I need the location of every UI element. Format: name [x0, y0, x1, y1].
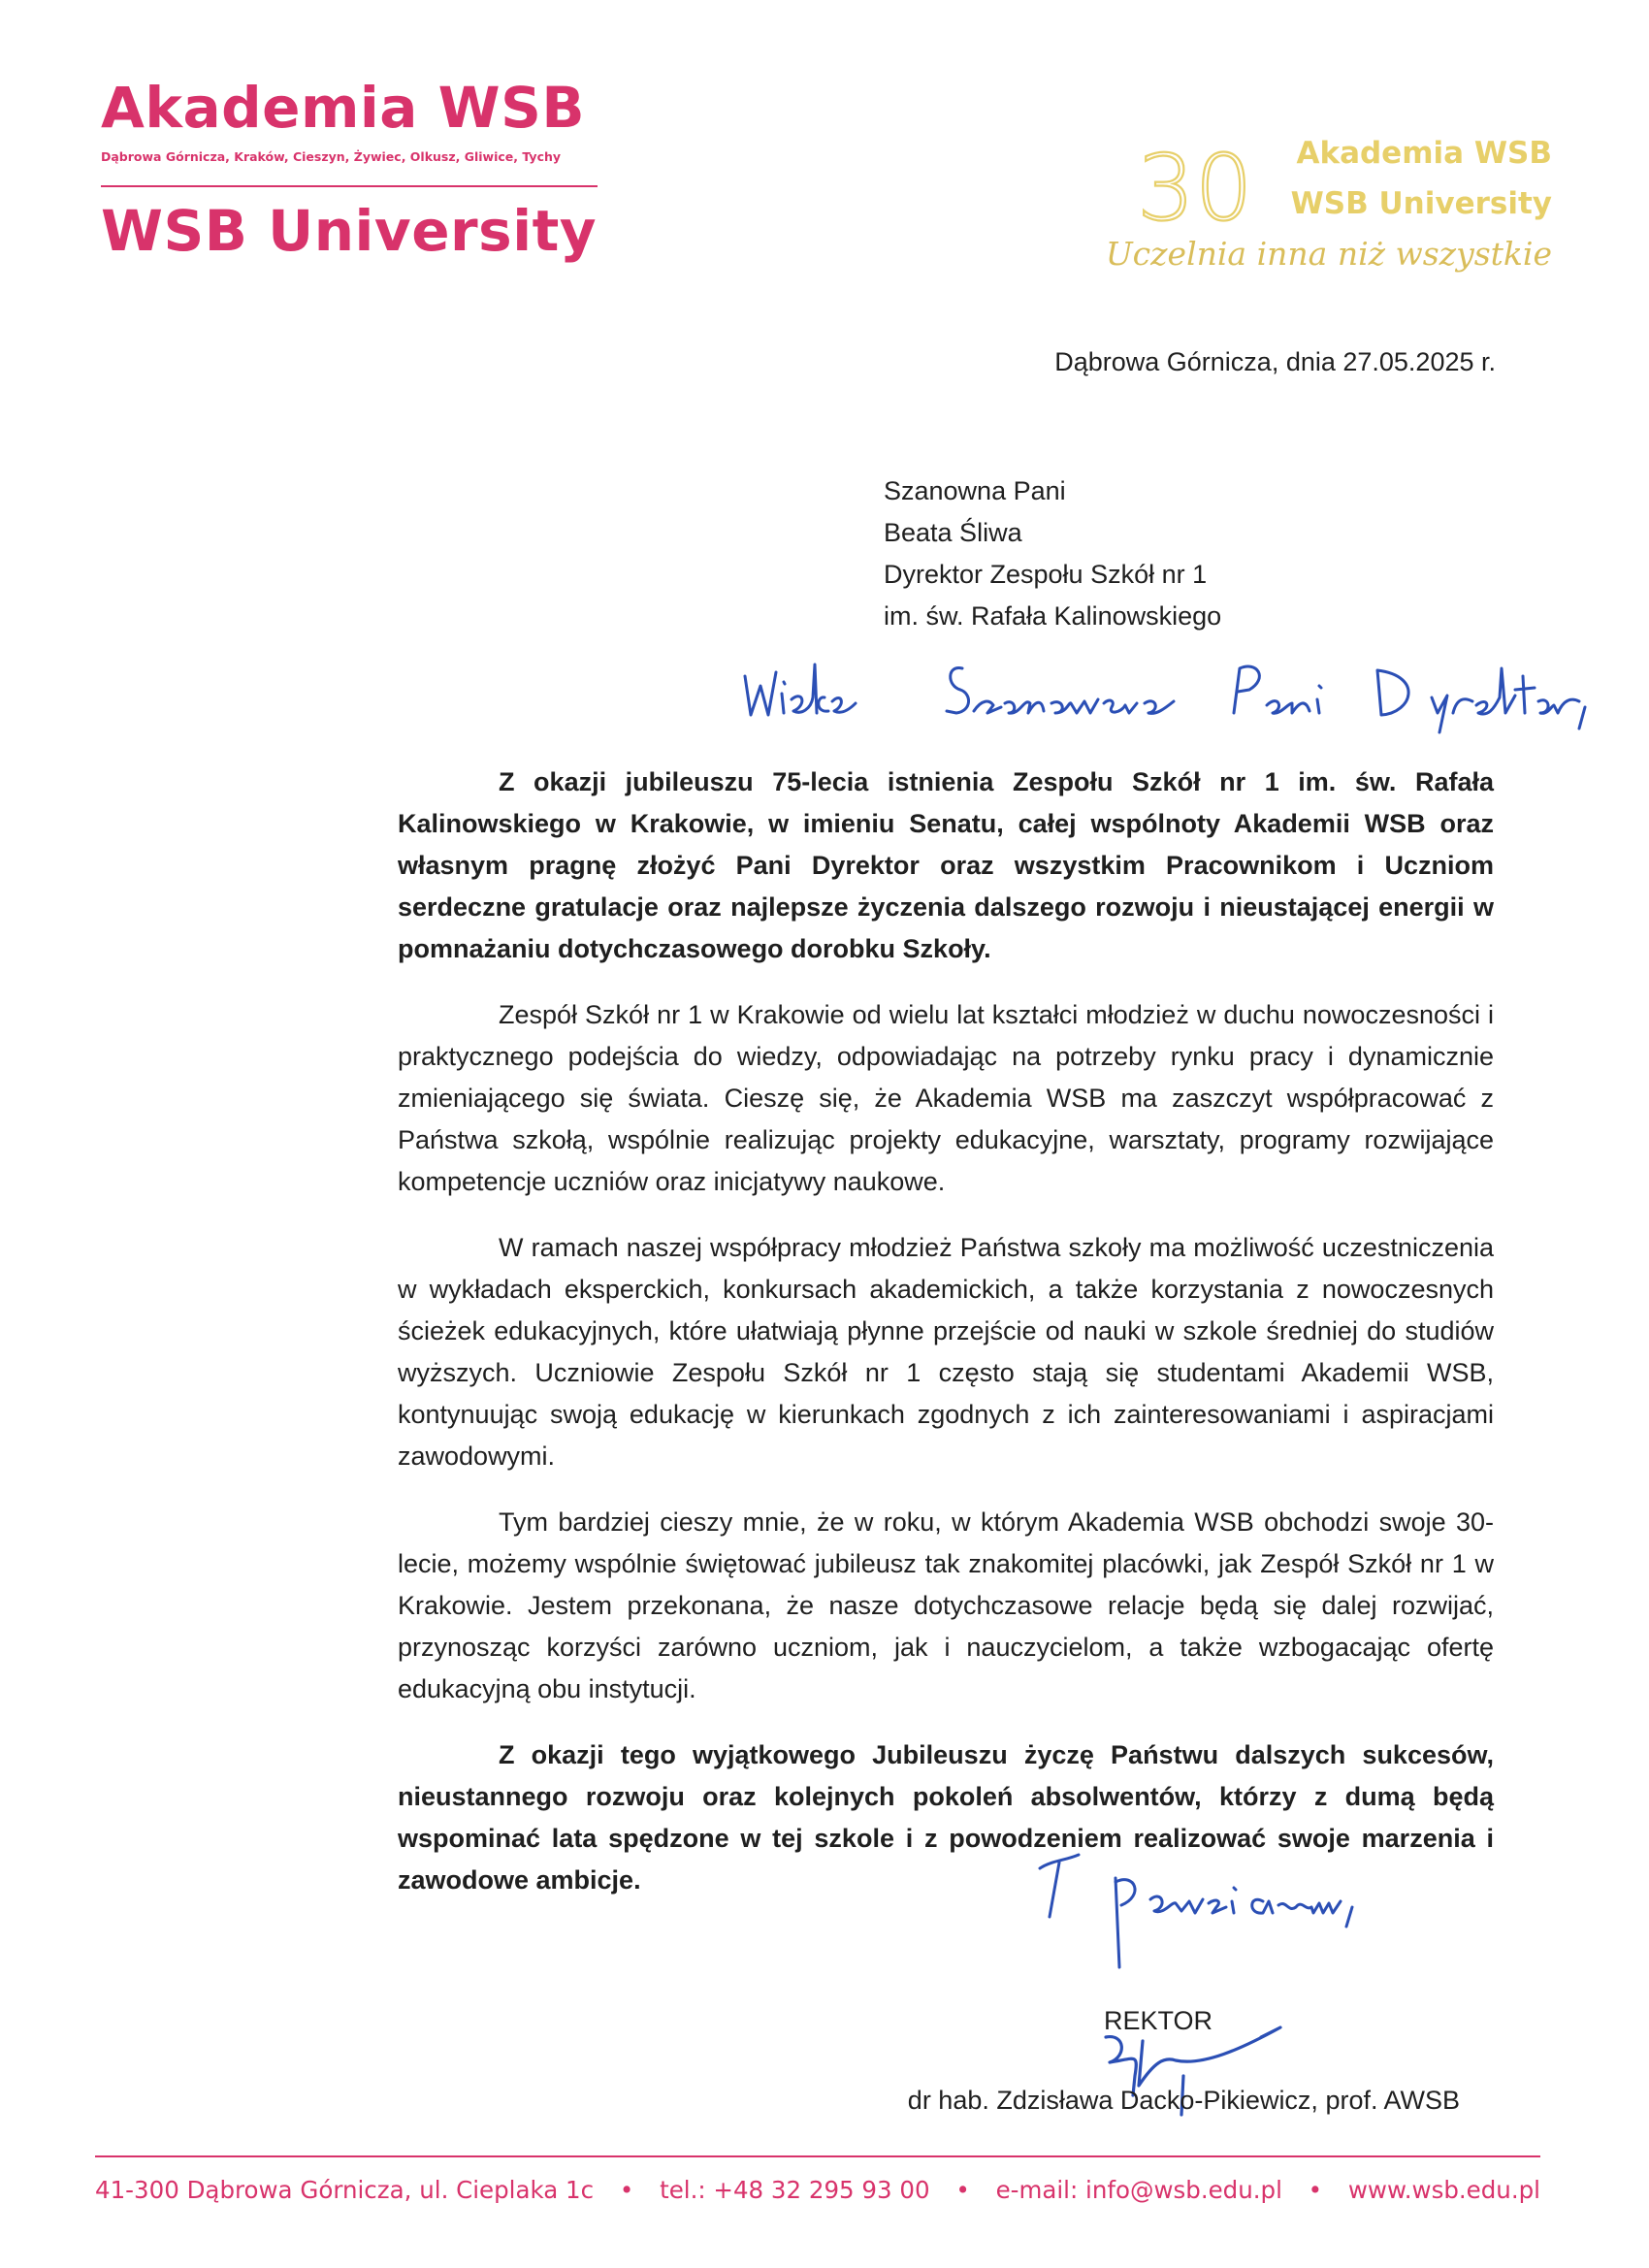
handwritten-salutation	[718, 635, 1620, 742]
footer-email-link[interactable]: e-mail: info@wsb.edu.pl	[995, 2176, 1282, 2204]
letter-body	[398, 761, 1494, 1901]
logo-name-polish: Akademia WSB	[101, 75, 586, 141]
university-logo	[101, 74, 605, 265]
anniversary-slogan: Uczelnia inna niż wszystkie	[1105, 235, 1552, 273]
recipient-line-3: Dyrektor Zespołu Szkół nr 1	[884, 560, 1208, 589]
anniversary-number: 30	[1137, 136, 1253, 242]
logo-divider	[101, 185, 598, 187]
footer-website-link[interactable]: www.wsb.edu.pl	[1347, 2176, 1540, 2204]
footer-separator: •	[619, 2176, 634, 2204]
logo-name-english: WSB University	[101, 198, 598, 264]
recipient-line-4: im. św. Rafała Kalinowskiego	[884, 601, 1222, 631]
footer-separator: •	[1308, 2176, 1323, 2204]
place-date: Dąbrowa Górnicza, dnia 27.05.2025 r.	[1054, 347, 1496, 376]
footer-divider	[95, 2155, 1540, 2157]
paragraph-3: W ramach naszej współpracy młodzież Państwa szkoły ma możliwość uczestniczenia w wykładach eksperckich, konkursach akademickich, a także korzystania z nowoczesnych ścieżek edukacyjnych, które ułatwiają płynne przejście od nauki w szkole średniej do studiów wyższych. Uczniowie Zespołu Szkół nr 1 często stają się studentami Akademii WSB, kontynuując swoją edukację w kierunkach zgodnych z ich zainteresowaniami i aspiracjami zawodowymi.	[398, 1233, 1494, 1471]
paragraph-2: Zespół Szkół nr 1 w Krakowie od wielu lat kształci młodzież w duchu nowoczesności i praktycznego podejścia do wiedzy, odpowiadając na potrzeby rynku pracy i dynamicznie zmieniającego się świata. Cieszę się, że Akademia WSB ma zaszczyt współpracować z Państwa szkołą, wspólnie realizując projekty edukacyjne, warsztaty, programy rozwijające kompetencje uczniów oraz inicjatywy naukowe.	[398, 1000, 1494, 1196]
handwritten-closing	[1018, 1843, 1465, 1979]
footer-separator: •	[955, 2176, 970, 2204]
footer-phone: tel.: +48 32 295 93 00	[660, 2176, 930, 2204]
paragraph-5: Z okazji tego wyjątkowego Jubileuszu życzę Państwu dalszych sukcesów, nieustannego rozwoju oraz kolejnych pokoleń absolwentów, którzy z dumą będą wspominać lata spędzone w tej szkole i z powodzeniem realizować swoje marzenia i zawodowe ambicje.	[398, 1740, 1494, 1895]
anniversary-name-polish: Akademia WSB	[1296, 136, 1552, 171]
footer-contact	[95, 2176, 1540, 2204]
paragraph-4: Tym bardziej cieszy mnie, że w roku, w którym Akademia WSB obchodzi swoje 30-lecie, możemy wspólnie świętować jubileusz tak znakomitej placówki, jak Zespół Szkół nr 1 w Krakowie. Jestem przekonana, że nasze dotychczasowe relacje będą się dalej rozwijać, przynosząc korzyści zarówno uczniom, jak i nauczycielom, a także wzbogacając ofertę edukacyjną obu instytucji.	[398, 1507, 1494, 1703]
anniversary-name-english: WSB University	[1290, 186, 1552, 221]
signatory-title: REKTOR	[1104, 2006, 1213, 2035]
logo-cities: Dąbrowa Górnicza, Kraków, Cieszyn, Żywiec, Olkusz, Gliwice, Tychy	[101, 149, 562, 164]
footer-address: 41-300 Dąbrowa Górnicza, ul. Cieplaka 1c	[95, 2176, 595, 2204]
recipient-block	[884, 470, 1427, 637]
anniversary-logo	[1105, 134, 1552, 289]
anniversary-30-emblem	[1133, 136, 1278, 243]
signatory-name: dr hab. Zdzisława Dacko-Pikiewicz, prof. AWSB	[907, 2086, 1460, 2115]
recipient-line-1: Szanowna Pani	[884, 476, 1066, 505]
paragraph-1: Z okazji jubileuszu 75-lecia istnienia Zespołu Szkół nr 1 im. św. Rafała Kalinowskiego w Krakowie, w imieniu Senatu, całej wspólnoty Akademii WSB oraz własnym pragnę złożyć Pani Dyrektor oraz wszystkim Pracownikom i Uczniom serdeczne gratulacje oraz najlepsze życzenia dalszego rozwoju i nieustającej energii w pomnażaniu dotychczasowego dorobku Szkoły.	[398, 767, 1494, 963]
recipient-line-2: Beata Śliwa	[884, 518, 1022, 547]
